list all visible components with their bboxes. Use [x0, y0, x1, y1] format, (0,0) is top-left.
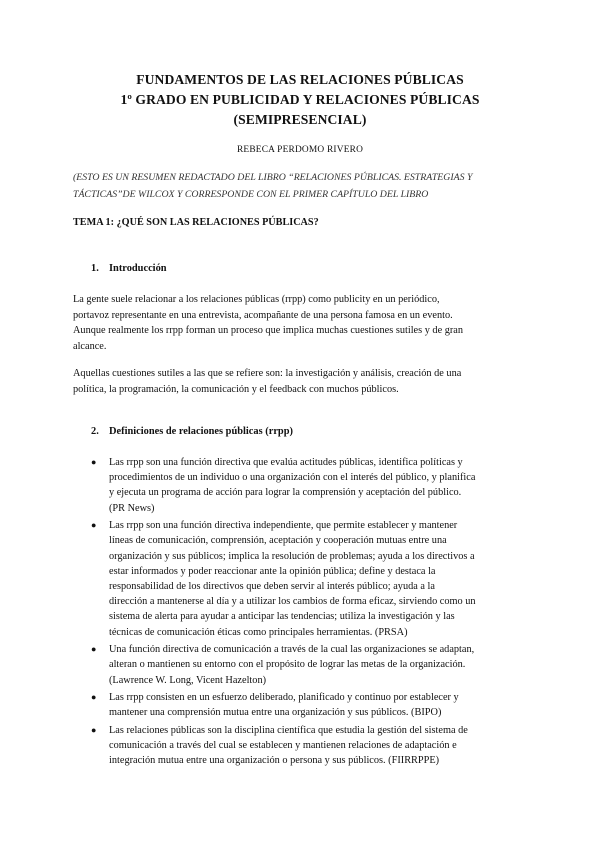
paragraph-line: política, la programación, la comunicación y el feedback con muchos públicos. [73, 383, 399, 395]
summary-note-line: TÁCTICAS”DE WILCOX Y CORRESPONDE CON EL PRIMER CAPÍTULO DEL LIBRO [73, 188, 429, 200]
definition-item [91, 642, 531, 688]
author-name: REBECA PERDOMO RIVERO [236, 145, 364, 155]
topic-heading: TEMA 1: ¿QUÉ SON LAS RELACIONES PÚBLICAS? [73, 217, 319, 228]
document-title-line-3: (SEMIPRESENCIAL) [233, 112, 367, 127]
definition-line: procedimientos de un individuo o una organización con el interés del público, y planifica [109, 472, 476, 484]
definition-line: técnicas de comunicación éticas como principales herramientas. (PRSA) [109, 626, 408, 638]
document-title-line-1: FUNDAMENTOS DE LAS RELACIONES PÚBLICAS [136, 72, 464, 87]
paragraph-line: alcance. [73, 340, 107, 352]
definition-line: y ejecuta un programa de acción para lograr la comprensión y aceptación del público. [109, 487, 462, 499]
definition-line: (PR News) [109, 502, 155, 514]
definition-line: Las rrpp son una función directiva que evalúa actitudes públicas, identifica políticas y [109, 457, 463, 468]
section-title: Introducción [109, 263, 167, 274]
section-number: 1. [91, 263, 99, 274]
summary-note-line: (ESTO ES UN RESUMEN REDACTADO DEL LIBRO “RELACIONES PÚBLICAS. ESTRATEGIAS Y [73, 172, 473, 183]
definition-line: Las rrpp consisten en un esfuerzo deliberado, planificado y continuo por establecer y [109, 692, 459, 704]
definition-item [91, 723, 531, 769]
bullet-icon: ● [91, 692, 97, 703]
definition-line: dirección a mantenerse al día y a utilizar los cambios de forma eficaz, sirviendo como un [109, 596, 476, 608]
definition-item [91, 455, 531, 516]
paragraph-line: portavoz representante en una entrevista, acompañante de una persona famosa en un evento. [73, 309, 453, 321]
paragraph-line: Aquellas cuestiones sutiles a las que se refiere son: la investigación y análisis, creación de una [73, 368, 462, 379]
document-title-line-2: 1º GRADO EN PUBLICIDAD Y RELACIONES PÚBLICAS [120, 92, 480, 107]
section-title: Definiciones de relaciones públicas (rrpp) [109, 426, 293, 437]
definition-item [91, 690, 531, 720]
definition-line: sistema de alerta para ayudar a anticipar las tendencias; utiliza la investigación y las [109, 611, 455, 623]
definition-line: responsabilidad de los directivos que deben servir al interés público; ayuda a la [109, 581, 435, 593]
definition-line: líneas de comunicación, comprensión, aceptación y cooperación mutuas entre una [109, 535, 447, 547]
definition-line: integración mutua entre una organización o persona y sus públicos. (FIIRRPPE) [109, 755, 440, 767]
paragraph-line: La gente suele relacionar a los relaciones públicas (rrpp) como publicity en un periódico, [73, 294, 440, 305]
definition-line: alteran o mantienen su entorno con el propósito de lograr las metas de la organización. [109, 659, 466, 671]
summary-note [73, 170, 528, 203]
intro-paragraph-2 [73, 366, 529, 397]
definition-line: (Lawrence W. Long, Vicent Hazelton) [109, 674, 267, 686]
bullet-icon: ● [91, 725, 97, 736]
paragraph-line: Aunque realmente los rrpp forman un proceso que implica muchas cuestiones sutiles y de gran [73, 325, 464, 337]
definition-line: estar informados y poder reaccionar ante la opinión pública; define y destaca la [109, 565, 436, 577]
intro-paragraph-1 [73, 292, 529, 354]
section-heading-definiciones [91, 426, 293, 437]
definition-line: Las relaciones públicas son la disciplina científica que estudia la gestión del sistema de [109, 725, 468, 737]
definition-line: comunicación a través del cual se establecen y mantienen relaciones de adaptación e [109, 740, 457, 752]
definition-line: organización y sus públicos; implica la resolución de problemas; ayuda a los directivos a [109, 550, 475, 562]
definition-line: Las rrpp son una función directiva independiente, que permite establecer y mantener [109, 520, 458, 532]
definition-line: Una función directiva de comunicación a través de la cual las organizaciones se adaptan, [109, 644, 475, 656]
bullet-icon: ● [91, 520, 97, 531]
section-number: 2. [91, 426, 99, 437]
definition-line: mantener una comprensión mutua entre una organización y sus públicos. (BIPO) [109, 707, 442, 719]
bullet-icon: ● [91, 644, 97, 655]
definitions-list [91, 455, 531, 771]
bullet-icon: ● [91, 457, 97, 467]
section-heading-introduccion [91, 263, 167, 274]
definition-item [91, 518, 531, 640]
